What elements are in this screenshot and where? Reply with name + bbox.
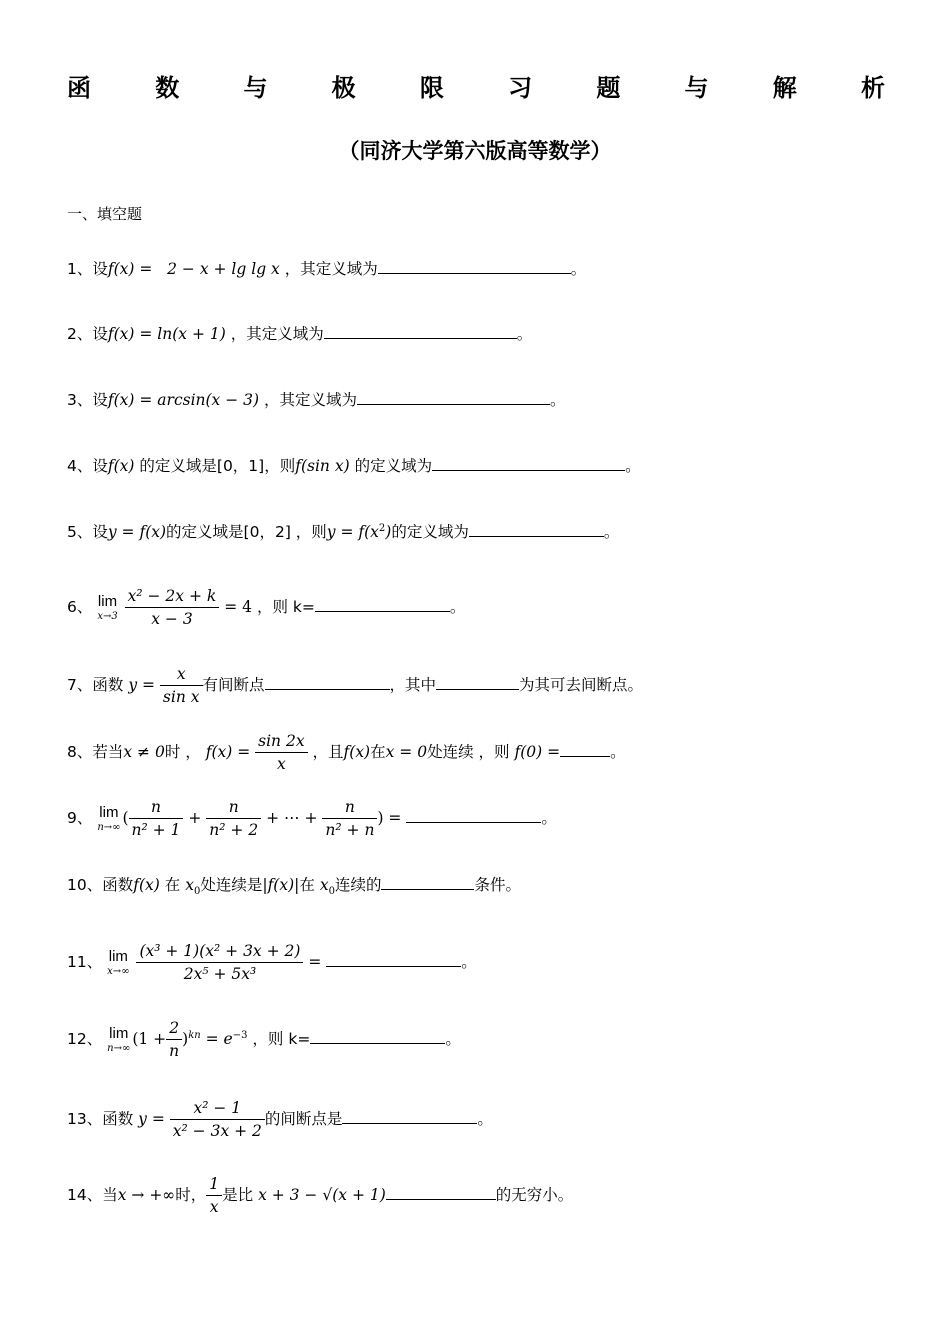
question-text: 是比 [222,1186,254,1204]
math-expression: f(x) = ln(x + 1) [107,325,226,343]
fraction: $\frac{1}{x}$ [206,1173,222,1218]
answer-blank[interactable] [406,808,541,823]
document-subtitle: （同济大学第六版高等数学） [338,139,612,163]
period: 。 [516,325,533,343]
question-10 [67,873,521,897]
math-expression: x [185,876,194,894]
title-char: 数 [155,74,180,102]
question-text: 在 [164,876,181,894]
question-1 [67,257,586,279]
question-text: 时 ， [164,743,201,761]
question-text: 连续的 [334,876,382,894]
period: 。 [477,1110,493,1128]
superscript: −3 [232,1029,248,1041]
math-expression: |f(x)| [262,876,300,894]
answer-blank[interactable] [265,675,390,690]
title-char: 与 [684,74,709,102]
math-expression: x [319,876,329,894]
subscript: 0 [328,886,335,898]
answer-blank[interactable] [342,1109,477,1124]
question-text: 条件。 [474,876,521,894]
answer-blank[interactable] [378,259,571,274]
answer-blank[interactable] [386,1185,496,1200]
answer-blank[interactable] [432,456,625,471]
title-char: 解 [772,74,797,102]
question-number: 7、函数 [67,676,124,694]
question-11 [67,940,477,985]
fraction: $\frac{x}{\text{sin x}}$ [160,663,203,708]
question-text: ，则 k= [256,598,315,616]
fraction: $\frac{n}{\text{n² + 2}}$ [206,796,261,841]
fraction: $\frac{\sin 2x}{x}$ [255,730,307,775]
fraction: $\frac{2}{n}$ [166,1017,182,1062]
question-number: 13、函数 [67,1110,134,1128]
superscript: kn [188,1029,201,1041]
limit-operator: lim n→∞ [107,1024,131,1054]
question-text: 在 [370,743,386,761]
limit-operator: lim x→3 [97,592,118,622]
title-char: 析 [860,74,885,102]
period: 。 [603,523,620,541]
answer-blank[interactable] [436,675,519,690]
question-text: ，其定义域为 [284,260,378,278]
question-9: 9、 lim n→∞ ( $\frac{n}{\text{n² + 1}}$ + $\frac{n}{\text{n² + 2}}$ + ⋯ + $\frac{n}{\text{n² + n}}$ ) = 。 [67,798,557,839]
question-number: 2、设 [67,325,108,343]
question-text: 处连续 ，则 [427,743,510,761]
math-expression: f(x) = 2 − x + lg lg x [107,260,280,278]
question-text: 处连续是 [200,876,263,894]
question-number: 11、 [67,953,103,971]
math-expression: f(x) = arcsin(x − 3) [107,391,260,409]
math-expression: x + 3 − √(x + 1) [258,1186,386,1204]
math-expression: y = [128,676,155,694]
title-char: 限 [419,74,444,102]
math-expression: = e [205,1030,233,1048]
math-expression: + ⋯ + [266,809,318,827]
question-5 [67,520,619,542]
question-text: 时， [175,1186,207,1204]
math-expression: x ≠ 0 [123,743,165,761]
question-number: 4、设 [67,457,108,475]
question-8 [67,730,626,775]
question-number: 10、函数 [67,876,134,894]
math-expression: ) [182,1030,189,1048]
section-heading: 一、填空题 [67,205,143,223]
math-expression: f(x) [133,876,160,894]
question-text: 为其可去间断点。 [519,676,644,694]
question-12 [67,1017,461,1062]
answer-blank[interactable] [326,952,461,967]
period: 。 [541,809,557,827]
question-number: 5、设 [67,523,108,541]
question-text: ，且 [312,743,344,761]
period: 。 [449,598,466,616]
question-text: ，其定义域为 [264,391,358,409]
answer-blank[interactable] [381,875,474,890]
question-number: 9、 [67,809,93,827]
math-expression: (1 + [132,1030,167,1048]
math-expression: f(x) [107,457,135,475]
period: 。 [570,260,587,278]
math-expression: f(0) = [514,743,561,761]
period: 。 [625,457,641,475]
math-expression: x → +∞ [117,1186,176,1204]
question-14 [67,1173,573,1218]
answer-blank[interactable] [469,522,604,537]
fraction: $\frac{\text{x² − 2x + k}}{x - 3}$ [125,585,220,630]
fraction: $\frac{\text{(x³ + 1)(x² + 3x + 2)}}{\text{2x⁵ + 5x³}}$ [136,940,303,985]
period: 。 [461,953,477,971]
math-expression: f(x) = [205,743,251,761]
question-2 [67,322,532,344]
title-char: 题 [596,74,621,102]
math-expression: = [308,953,322,971]
math-expression: = 4 [224,598,252,616]
superscript: 2 [378,522,386,534]
question-text: 在 [299,876,315,894]
answer-blank[interactable] [560,742,610,757]
document-title [67,68,885,103]
question-text: ，其定义域为 [230,325,324,343]
title-char: 习 [508,74,533,102]
fraction: $\frac{n}{\text{n² + 1}}$ [129,796,184,841]
question-number: 12、 [67,1030,103,1048]
title-char: 极 [331,74,356,102]
question-3 [67,388,566,410]
math-expression: ) [385,523,392,541]
period: 。 [550,391,566,409]
question-number: 3、设 [67,391,108,409]
title-char: 与 [243,74,268,102]
question-text: 的间断点是 [264,1110,343,1128]
answer-blank[interactable] [324,324,517,339]
question-text: 的无穷小。 [495,1186,574,1204]
question-text: ，其中 [389,676,437,694]
math-expression: f(sin x) [295,457,350,475]
answer-blank[interactable] [310,1029,445,1044]
period: 。 [445,1030,461,1048]
math-expression: y = f(x) [107,523,167,541]
math-expression: y = [138,1110,165,1128]
question-13 [67,1097,493,1142]
question-4 [67,454,641,476]
math-expression: f(x) [343,743,371,761]
question-text: 的定义域是[0，2] ，则 [166,523,327,541]
question-number: 8、若当 [67,743,124,761]
subscript: 0 [193,886,201,898]
answer-blank[interactable] [357,390,550,405]
question-number: 14、当 [67,1186,118,1204]
question-number: 6、 [67,598,93,616]
question-text: 的定义域是[0，1]，则 [139,457,296,475]
fraction: $\frac{n}{\text{n² + n}}$ [322,796,377,841]
question-6 [67,585,465,630]
question-text: 的定义域为 [391,523,469,541]
limit-operator: lim n→∞ [97,803,121,833]
question-text: 的定义域为 [354,457,433,475]
limit-operator: lim x→∞ [107,947,130,977]
math-expression: ( [122,809,129,827]
period: 。 [610,743,626,761]
title-char: 函 [67,74,91,102]
math-expression: x = 0 [385,743,428,761]
question-number: 1、设 [67,260,108,278]
question-text: 有间断点 [202,676,265,694]
question-7 [67,663,643,708]
math-expression: ) = [377,809,402,827]
math-expression: y = f(x [326,523,379,541]
question-text: ，则 k= [252,1030,311,1048]
answer-blank[interactable] [315,597,450,612]
fraction: $\frac{\text{x² − 1}}{\text{x² − 3x + 2}}$ [170,1097,265,1142]
